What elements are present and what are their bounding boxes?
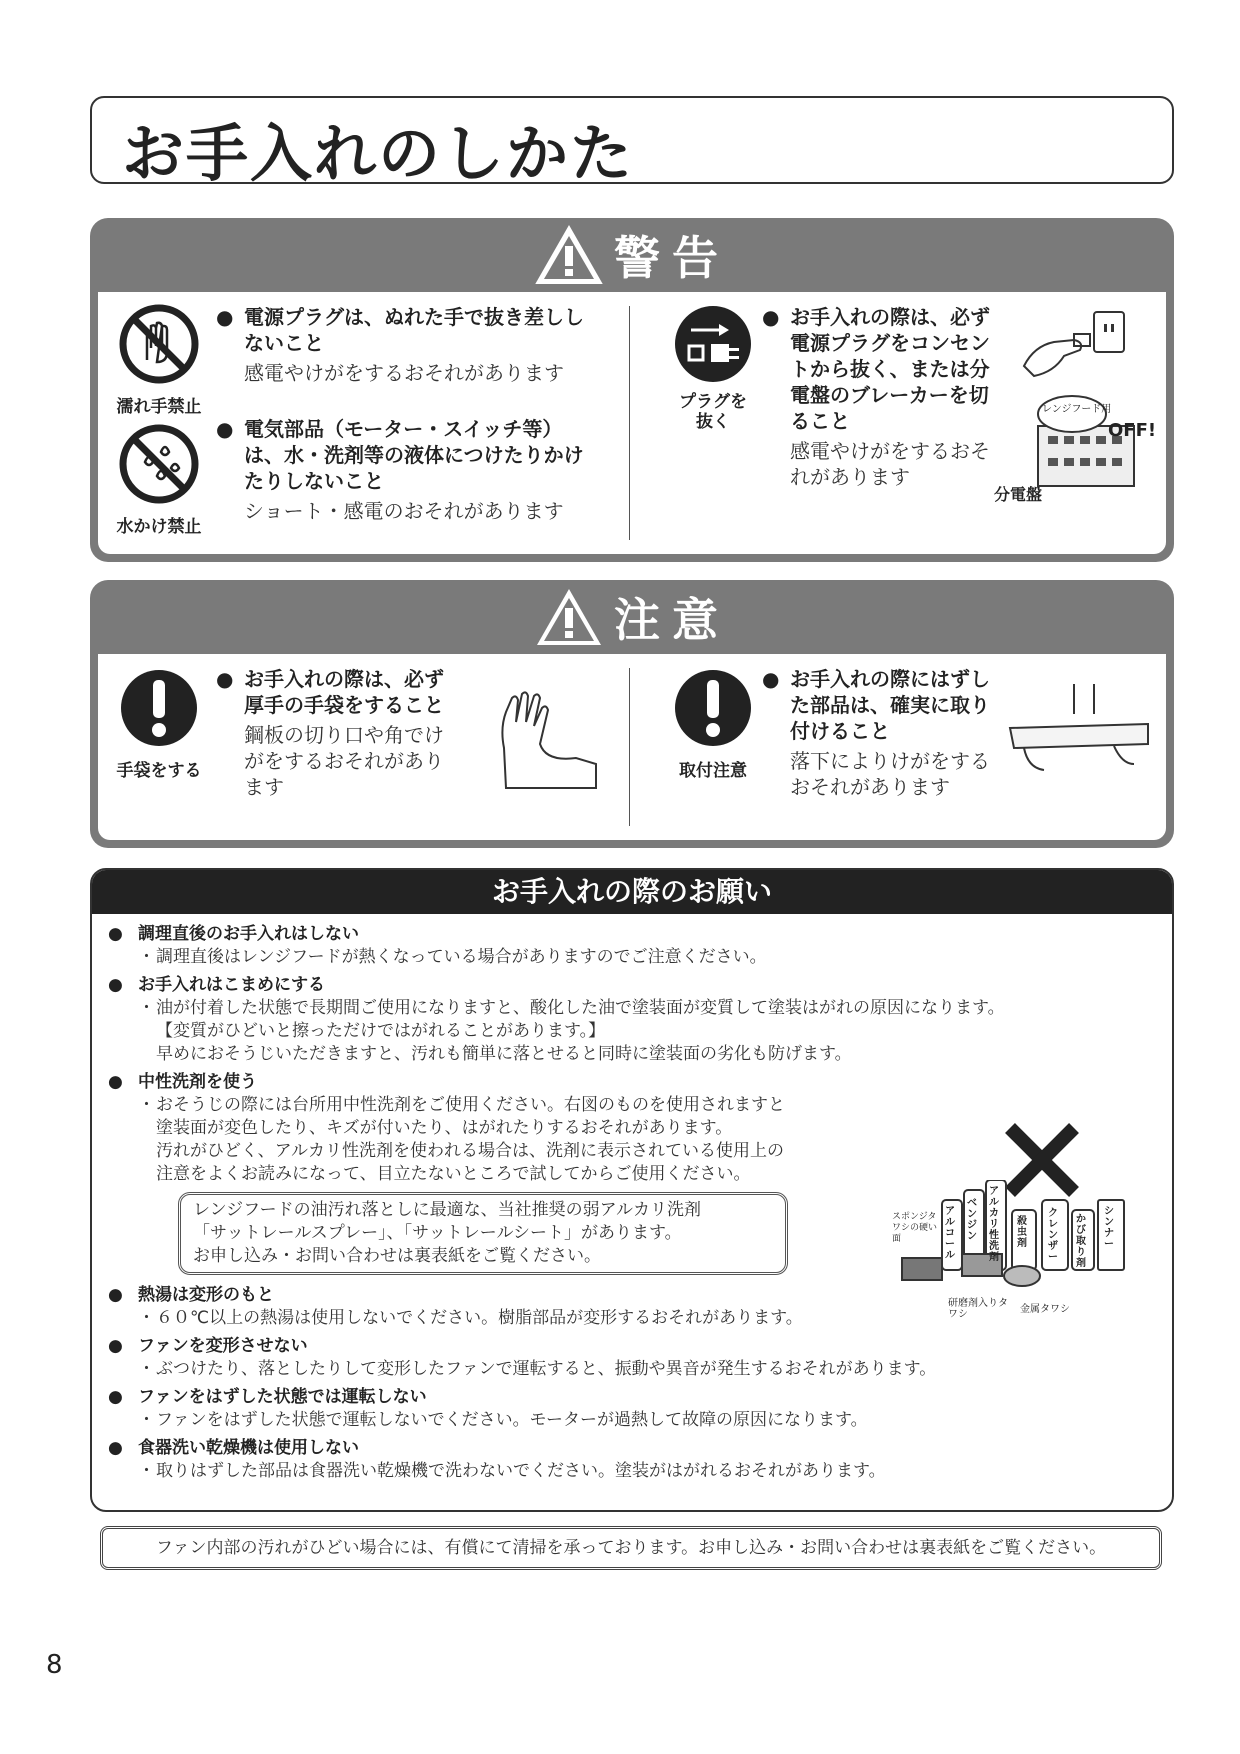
alcohol-label: アルコール	[945, 1206, 955, 1261]
abrasive-scrubber-label: 研磨剤入りタワシ	[948, 1298, 1008, 1320]
request-title: ● ファンをはずした状態では運転しない	[108, 1385, 1158, 1409]
wet-hands-prohibited-pictogram	[104, 302, 214, 417]
mounting-caution-label: 取付注意	[679, 761, 747, 781]
wear-gloves-label: 手袋をする	[116, 761, 202, 781]
request-title: ● お手入れはこまめにする	[108, 973, 1158, 997]
request-text: ・ 油が付着した状態で長期間ご使用になりますと、酸化した油で塗装面が変質して塗装はがれの原因になります。	[108, 997, 1158, 1020]
warning-item-wet-hands	[216, 304, 596, 386]
warning-triangle-icon	[534, 224, 604, 286]
page-title-box	[90, 96, 1174, 190]
caution-item-gloves	[216, 666, 446, 800]
warning-item-title: ● 電源プラグは、ぬれた手で抜き差ししないこと	[216, 304, 596, 356]
request-text: ・ ６０℃以上の熱湯は使用しないでください。樹脂部品が変形するおそれがあります。	[108, 1307, 1158, 1330]
off-label: OFF!	[1108, 420, 1157, 441]
breaker-label: レンジフード用	[1042, 404, 1112, 415]
mounting-caution-pictogram	[658, 666, 768, 781]
divider	[629, 306, 630, 540]
request-text: ・ 調理直後はレンジフードが熱くなっている場合がありますのでご注意ください。	[108, 946, 1158, 969]
cleaning-requests-section	[90, 868, 1174, 1512]
warning-heading: 警告	[614, 231, 730, 285]
warning-item-desc: 感電やけがをするおそれがあります	[790, 439, 990, 489]
warning-item-unplug	[762, 304, 1002, 490]
request-text: 塗装面が変色したり、キズが付いたり、はがれたりするおそれがあります。	[156, 1118, 733, 1138]
wet-hands-label: 濡れ手禁止	[116, 397, 202, 417]
warning-item-electrical-parts	[216, 416, 596, 524]
note-line: レンジフードの油汚れ落としに最適な、当社推奨の弱アルカリ洗剤	[193, 1200, 701, 1220]
warning-item-desc: 感電やけがをするおそれがあります	[244, 361, 564, 385]
caution-panel	[90, 580, 1174, 848]
range-hood-illustration	[1004, 684, 1154, 784]
request-title: ● 調理直後のお手入れはしない	[108, 922, 1158, 946]
request-item	[108, 922, 1158, 969]
request-title: ● ファンを変形させない	[108, 1334, 1158, 1358]
wet-hand-prohibited-icon	[117, 302, 201, 386]
caution-triangle-icon	[534, 586, 604, 648]
metal-scrubber-label: 金属タワシ	[1020, 1304, 1070, 1315]
exclamation-circle-icon	[117, 666, 201, 750]
caution-item-title: ● お手入れの際にはずした部品は、確実に取り付けること	[762, 666, 992, 744]
request-text: ・ 取りはずした部品は食器洗い乾燥機で洗わないでください。塗装がはがれるおそれがあります。	[108, 1460, 1158, 1483]
unplug-icon	[671, 302, 755, 386]
unplug-pictogram	[658, 302, 768, 432]
unplug-label: プラグを 抜く	[679, 392, 747, 432]
request-text: 早めにおそうじいただきますと、汚れも簡単に落とせると同時に塗装面の劣化も防げます。	[156, 1044, 852, 1064]
insecticide-label: 殺虫剤	[1017, 1216, 1027, 1249]
cleanser-label: クレンザー	[1048, 1208, 1058, 1263]
request-text: 汚れがひどく、アルカリ性洗剤を使われる場合は、洗剤に表示されている使用上の	[156, 1141, 784, 1161]
request-item	[108, 1385, 1158, 1432]
warning-panel	[90, 218, 1174, 562]
alkali-detergent-label: アルカリ性洗剤	[989, 1186, 999, 1263]
request-item	[108, 973, 1158, 1066]
no-water-pictogram	[104, 422, 214, 537]
note-line: 「サットレールスプレー」、「サットレールシート」があります。	[193, 1223, 682, 1243]
divider	[629, 668, 630, 826]
warning-item-title: ● お手入れの際は、必ず電源プラグをコンセントから抜く、または分電盤のブレーカーを切ること	[762, 304, 1002, 434]
caution-body	[98, 654, 1166, 840]
thinner-label: シンナー	[1104, 1206, 1114, 1250]
request-title: ● 食器洗い乾燥機は使用しない	[108, 1436, 1158, 1460]
water-splash-prohibited-icon	[117, 422, 201, 506]
request-item	[108, 1436, 1158, 1483]
request-text: 【変質がひどいと擦っただけではがれることがあります。】	[156, 1021, 606, 1041]
page-number: 8	[46, 1650, 63, 1680]
warning-item-desc: ショート・感電のおそれがあります	[244, 499, 564, 523]
glove-hand-illustration	[486, 688, 606, 798]
caution-item-reattach	[762, 666, 992, 800]
caution-item-desc: 落下によりけがをするおそれがあります	[790, 749, 990, 799]
caution-header	[90, 580, 1174, 654]
sponge-label: スポンジタワシの硬い面	[892, 1212, 938, 1244]
recommended-detergent-note	[178, 1192, 788, 1275]
caution-heading: 注意	[614, 593, 730, 647]
wear-gloves-pictogram	[104, 666, 214, 781]
warning-item-title: ● 電気部品（モーター・スイッチ等）は、水・洗剤等の液体につけたりかけたりしないこと	[216, 416, 596, 494]
hand-unplug-illustration	[1014, 306, 1134, 386]
request-text: 注意をよくお読みになって、目立たないところで試してからご使用ください。	[156, 1164, 751, 1184]
prohibited-cleaners-illustration	[892, 1120, 1142, 1320]
request-title: ● 中性洗剤を使う	[108, 1070, 1158, 1094]
footer-notice: ファン内部の汚れがひどい場合には、有償にて清掃を承っております。お申し込み・お問い合わせは裏表紙をご覧ください。	[100, 1526, 1162, 1570]
request-text: ・ ぶつけたり、落としたりして変形したファンで運転すると、振動や異音が発生するおそれがあります。	[108, 1358, 1158, 1381]
caution-item-desc: 鋼板の切り口や角でけがをするおそれがあります	[244, 723, 444, 799]
exclamation-circle-icon	[671, 666, 755, 750]
request-title: ● 熱湯は変形のもと	[108, 1283, 1158, 1307]
benzine-label: ベンジン	[967, 1198, 977, 1242]
distribution-board-label: 分電盤	[994, 485, 1043, 504]
warning-header	[90, 218, 1174, 292]
request-text: ・ ファンをはずした状態で運転しないでください。モーターが過熱して故障の原因になります。	[108, 1409, 1158, 1432]
request-text: ・ おそうじの際には台所用中性洗剤をご使用ください。右図のものを使用されますと	[108, 1094, 1158, 1117]
no-water-label: 水かけ禁止	[116, 517, 202, 537]
mold-remover-label: かび取り剤	[1076, 1214, 1086, 1269]
request-item	[108, 1334, 1158, 1381]
page-title: お手入れのしかた	[122, 117, 635, 190]
caution-item-title: ● お手入れの際は、必ず厚手の手袋をすること	[216, 666, 446, 718]
requests-heading: お手入れの際のお願い	[92, 870, 1172, 914]
warning-body	[98, 292, 1166, 554]
note-line: お申し込み・お問い合わせは裏表紙をご覧ください。	[193, 1246, 601, 1266]
